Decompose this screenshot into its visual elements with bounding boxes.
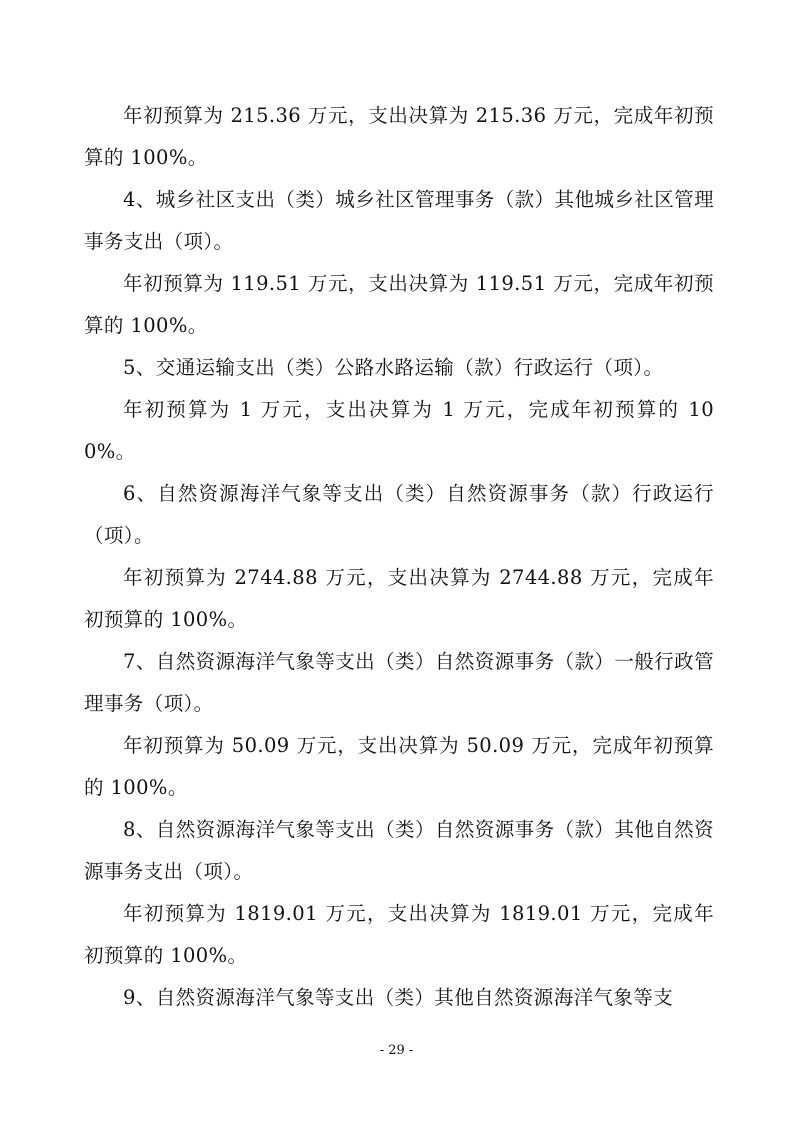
paragraph-4: 5、交通运输支出（类）公路水路运输（款）行政运行（项）。 [123, 356, 664, 379]
paragraph-7: 年初预算为 2744.88 万元，支出决算为 2744.88 万元，完成年初预算的 100%。 [84, 566, 714, 631]
paragraph-6: 6、自然资源海洋气象等支出（类）自然资源事务（款）行政运行（项）。 [84, 482, 714, 547]
paragraph-11: 年初预算为 1819.01 万元，支出决算为 1819.01 万元，完成年初预算的 100%。 [84, 902, 714, 967]
paragraph-12: 9、自然资源海洋气象等支出（类）其他自然资源海洋气象等支 [123, 986, 674, 1009]
paragraph-2: 4、城乡社区支出（类）城乡社区管理事务（款）其他城乡社区管理事务支出（项）。 [84, 188, 714, 253]
paragraph-8: 7、自然资源海洋气象等支出（类）自然资源事务（款）一般行政管理事务（项）。 [84, 650, 714, 715]
document-body [84, 95, 714, 1019]
paragraph-5: 年初预算为 1 万元，支出决算为 1 万元，完成年初预算的 100%。 [84, 398, 714, 463]
paragraph-3: 年初预算为 119.51 万元，支出决算为 119.51 万元，完成年初预算的 100%。 [84, 272, 714, 337]
paragraph-9: 年初预算为 50.09 万元，支出决算为 50.09 万元，完成年初预算的 100%。 [84, 734, 714, 799]
page-number: - 29 - [379, 1043, 414, 1058]
paragraph-10: 8、自然资源海洋气象等支出（类）自然资源事务（款）其他自然资源事务支出（项）。 [84, 818, 714, 883]
paragraph-1: 年初预算为 215.36 万元，支出决算为 215.36 万元，完成年初预算的 100%。 [84, 104, 714, 169]
